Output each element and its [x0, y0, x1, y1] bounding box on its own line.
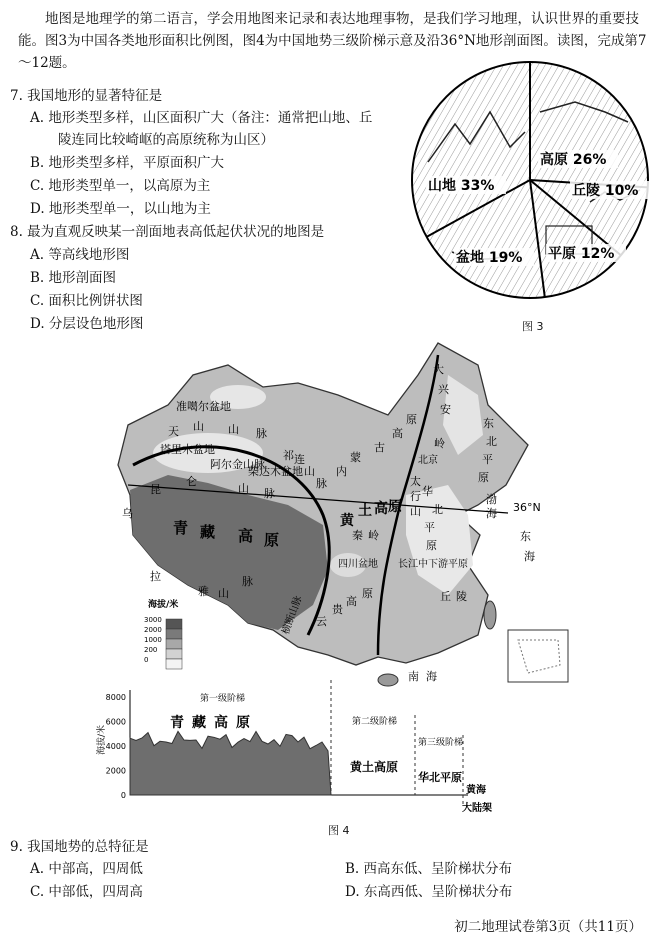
map-label-sichuan: 四川盆地 [338, 559, 378, 570]
q8-option-d: D. 分层设色地形图 [30, 316, 144, 332]
map-label-hbbei: 北 [432, 503, 443, 516]
map-label-shan: 山 [193, 420, 204, 433]
q8-option-b: B. 地形剖面图 [30, 270, 117, 286]
pie-slice-label: 丘陵 10% [572, 183, 639, 199]
map-label-qin: 秦 [352, 529, 363, 542]
map-label-xing: 兴 [438, 383, 449, 396]
map-label-hbping: 平 [424, 521, 435, 534]
step2-label: 第二级阶梯 [352, 717, 398, 727]
legend-swatch [166, 629, 182, 639]
map-label-yun: 云 [316, 615, 327, 628]
map-label-hengduan: 横断山脉 [280, 594, 305, 637]
map-label-nanhai: 海 [426, 670, 437, 683]
map-label-klmai: 脉 [264, 487, 275, 500]
map-label-klshan: 山 [238, 482, 249, 495]
map-label-hbyuan: 原 [426, 539, 437, 552]
profile-ytick: 6000 [105, 717, 126, 727]
map-label-qi: 祁 [283, 449, 294, 462]
map-label-bohai: 海 [486, 507, 497, 520]
map-label-yyuan: 原 [362, 587, 373, 600]
profile-region-loess: 黄土高原 [350, 760, 399, 774]
map-label-gui: 贵 [332, 603, 343, 616]
profile-region-huabei: 华北平原 [418, 771, 462, 784]
map-label-donghai-hai: 海 [524, 550, 535, 563]
pie-slice-label: 高原 26% [540, 152, 607, 168]
map-label-dong: 东 [483, 417, 494, 430]
map-label-la: 拉 [150, 570, 161, 583]
question-9-stem: 9. 我国地势的总特征是 [10, 839, 149, 855]
map-label-qaidam: 柴达木盆地 [248, 465, 303, 478]
map-label-beijing: 北京 [418, 455, 438, 466]
step1-label: 第一级阶梯 [200, 694, 246, 704]
legend-value: 2000 [144, 626, 162, 634]
profile-ylabel: 海拔/米 [97, 724, 107, 755]
legend-swatch [166, 619, 182, 629]
map-label-hang: 行 [410, 490, 421, 503]
pie-slice-label: 盆地 19% [456, 250, 523, 266]
map-label-bo: 渤 [486, 493, 497, 506]
map-label-nmgao: 高 [392, 427, 403, 440]
map-label-yshan: 山 [218, 587, 229, 600]
legend-swatch [166, 649, 182, 659]
profile-ytick: 0 [120, 791, 126, 800]
map-label-nmyuan: 原 [406, 413, 417, 426]
map-label-qiu: 丘 [440, 590, 451, 603]
map-label-altun: 阿尔金山脉 [210, 458, 265, 471]
map-label-kun: 昆 [150, 483, 161, 496]
terrain-profile [95, 680, 492, 814]
q9-option-a: A. 中部高，四周低 [30, 861, 143, 877]
map-label-changjiang: 长江中下游平原 [398, 559, 468, 570]
map-label-wu: 乌 [122, 507, 133, 520]
legend-swatch [166, 639, 182, 649]
q7-option-b: B. 地形类型多样，平原面积广大 [30, 155, 225, 171]
map-label-lian: 连 [294, 453, 305, 466]
profile-ytick: 8000 [105, 693, 126, 702]
q9-option-d: D. 东高西低、呈阶梯状分布 [345, 884, 513, 900]
map-label-bei: 北 [486, 435, 497, 448]
map-label-lun: 仑 [186, 475, 197, 488]
q9-option-b: B. 西高东低、呈阶梯状分布 [345, 861, 513, 877]
map-label-mai: 脉 [256, 427, 267, 440]
question-8-stem: 8. 最为直观反映某一剖面地表高低起伏状况的地图是 [10, 224, 325, 240]
map-label-gu: 古 [374, 441, 385, 454]
map-label-nei: 内 [336, 465, 347, 478]
map-label-tu: 土 [358, 503, 372, 519]
profile-region-qingzang: 青藏高原 [170, 715, 258, 731]
q7-option-a-line1: A. 地形类型多样，山区面积广大（备注：通常把山地、丘 [30, 110, 373, 126]
map-label-tshan: 山 [410, 505, 421, 518]
map-label-ygao: 高 [346, 595, 357, 608]
q8-option-c: C. 面积比例饼状图 [30, 293, 143, 309]
figure-4-caption: 图 4 [328, 824, 350, 837]
map-label-hua: 华 [422, 485, 433, 498]
map-label-gao: 高 [238, 527, 254, 545]
step3-label: 第三级阶梯 [418, 738, 464, 748]
map-label-tarim: 塔里木盆地 [160, 443, 215, 456]
figure-4-map [88, 335, 588, 815]
profile-ytick: 4000 [105, 742, 126, 751]
figure-3-pie-chart [400, 52, 660, 312]
legend-value: 200 [144, 646, 158, 654]
map-label-tian: 天 [168, 425, 179, 438]
profile-ytick: 2000 [105, 766, 126, 776]
q7-option-d: D. 地形类型单一，以山地为主 [30, 201, 211, 217]
q9-option-c: C. 中部低，四周高 [30, 884, 143, 900]
pie-slice-label: 平原 12% [548, 246, 615, 262]
map-label-htyuan: 原 [388, 499, 402, 515]
legend-value: 1000 [144, 636, 162, 644]
q7-option-a-line2: 陵连同比较崎岖的高原统称为山区） [58, 132, 274, 148]
map-label-meng: 蒙 [350, 451, 361, 464]
q7-option-c: C. 地形类型单一，以高原为主 [30, 178, 211, 194]
profile-region-yellow-sea: 黄海 [466, 785, 486, 796]
map-label-dbyuan: 原 [478, 471, 489, 484]
intro-paragraph: 地图是地理学的第二语言，学会用地图来记录和表达地理事物，是我们学习地理，认识世界的重要技能。图3为中国各类地形面积比例图，图4为中国地势三级阶梯示意及沿36°N地形剖面图。读图，完成第7～12题。 [18, 11, 647, 71]
map-label-junggar: 准噶尔盆地 [176, 400, 231, 413]
map-label-ya: 雅 [198, 585, 209, 598]
map-label-qling2: 陵 [456, 590, 467, 603]
map-label-donghai-dong: 东 [520, 530, 531, 543]
map-label-ymai: 脉 [242, 575, 253, 588]
legend-value: 0 [144, 656, 149, 664]
map-label-tai: 太 [410, 475, 421, 488]
map-label-zang: 藏 [200, 523, 216, 541]
map-label-htgao: 高 [374, 501, 388, 517]
legend-value: 3000 [144, 616, 162, 624]
map-label-qing: 青 [173, 519, 189, 537]
map-label-huang: 黄 [340, 513, 354, 529]
question-7-stem: 7. 我国地形的显著特征是 [10, 88, 163, 104]
map-label-nan: 南 [408, 670, 419, 683]
legend-title: 海拔/米 [148, 600, 179, 610]
legend-swatch [166, 659, 182, 669]
map-label-qling: 岭 [368, 529, 379, 542]
figure-3-caption: 图 3 [522, 320, 544, 333]
map-label-qlshan: 山 [304, 465, 315, 478]
q8-option-a: A. 等高线地形图 [30, 247, 130, 263]
map-label-qlmai: 脉 [316, 477, 327, 490]
parallel-label: 36°N [513, 501, 541, 514]
profile-shelf: 大陆架 [462, 803, 492, 814]
map-label-yuan: 原 [264, 531, 280, 549]
page-footer: 初二地理试卷第3页（共11页） [454, 919, 642, 935]
map-label-shan2: 山 [228, 423, 239, 436]
map-label-ling: 岭 [434, 437, 445, 450]
pie-slice-label: 山地 33% [428, 178, 495, 194]
map-label-an: 安 [440, 403, 451, 416]
map-label-ping: 平 [482, 453, 493, 466]
elevation-legend [144, 616, 182, 669]
map-label-da: 大 [433, 363, 444, 376]
